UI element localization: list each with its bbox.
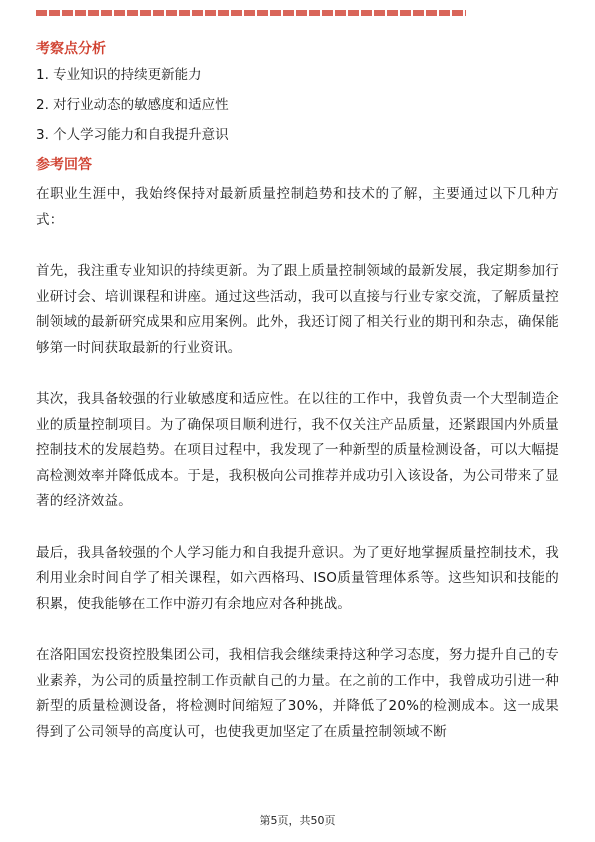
analysis-point: 2. 对行业动态的敏感度和适应性 [36,97,229,113]
clipped-previous-heading [36,10,466,16]
page-number: 第5页，共50页 [259,814,336,827]
analysis-point: 1. 专业知识的持续更新能力 [36,67,202,83]
answer-paragraph: 其次，我具备较强的行业敏感度和适应性。在以往的工作中，我曾负责一个大型制造企业的质量控制项目。为了确保项目顺利进行，我不仅关注产品质量，还紧跟国内外质量控制技术的发展趋势。在项目过程中，我发现了一种新型的质量检测设备，可以大幅提高检测效率并降低成本。于是，我积极向公司推荐并成功引入该设备，为公司带来了显著的经济效益。 [36,391,559,509]
analysis-point: 3. 个人学习能力和自我提升意识 [36,127,229,143]
clipped-heading-fragment [36,10,466,16]
analysis-heading: 考察点分析 [36,41,106,57]
answer-paragraph: 最后，我具备较强的个人学习能力和自我提升意识。为了更好地掌握质量控制技术，我利用业余时间自学了相关课程，如六西格玛、ISO质量管理体系等。这些知识和技能的积累，使我能够在工作中游刃有余地应对各种挑战。 [36,544,559,612]
answer-heading: 参考回答 [36,157,92,173]
answer-paragraph: 在职业生涯中，我始终保持对最新质量控制趋势和技术的了解，主要通过以下几种方式： [36,186,559,228]
analysis-points [36,66,559,144]
page-content [36,40,559,745]
answer-paragraph: 在洛阳国宏投资控股集团公司，我相信我会继续秉持这种学习态度，努力提升自己的专业素养，为公司的质量控制工作贡献自己的力量。在之前的工作中，我曾成功引进一种新型的质量检测设备，将检测时间缩短了30%，并降低了20%的检测成本。这一成果得到了公司领导的高度认可，也使我更加坚定了在质量控制领域不断 [36,647,559,740]
answer-paragraph: 首先，我注重专业知识的持续更新。为了跟上质量控制领域的最新发展，我定期参加行业研讨会、培训课程和讲座。通过这些活动，我可以直接与行业专家交流，了解质量控制领域的最新研究成果和应用案例。此外，我还订阅了相关行业的期刊和杂志，确保能够第一时间获取最新的行业资讯。 [36,263,559,356]
